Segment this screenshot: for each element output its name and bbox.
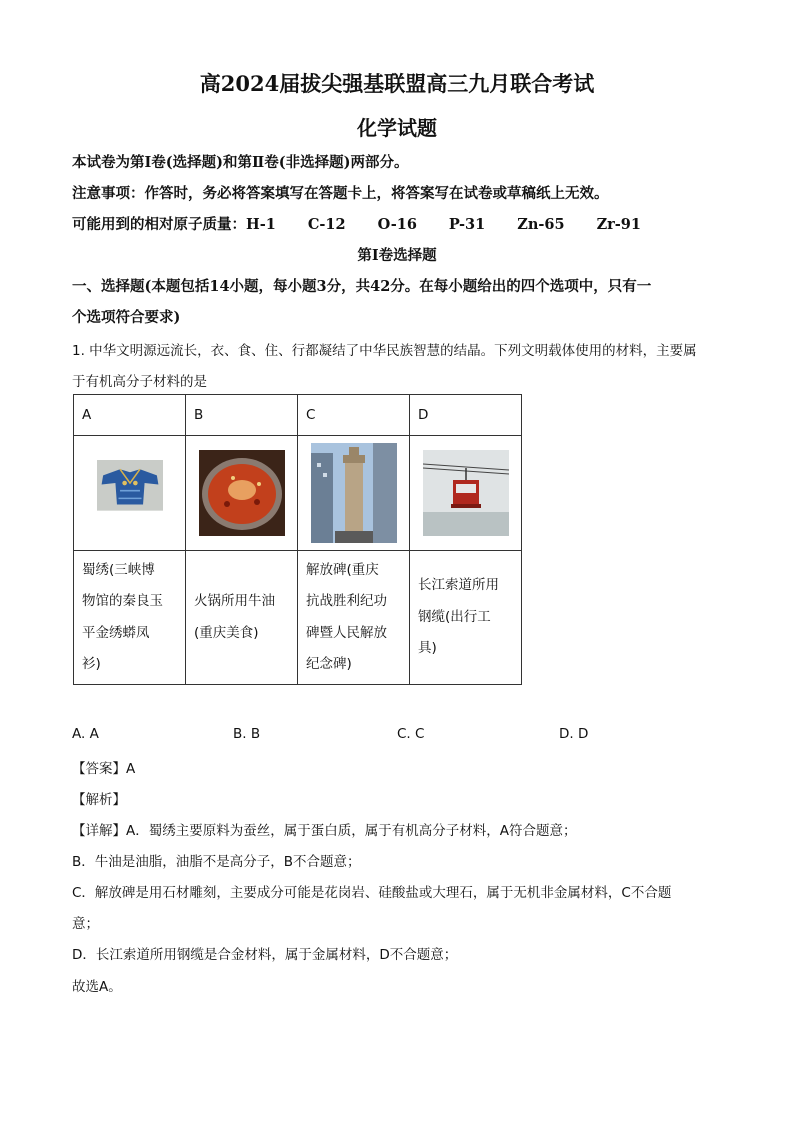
options-table	[73, 394, 522, 685]
header-d: D	[410, 395, 522, 436]
mass-c: C-12	[307, 216, 346, 233]
exam-title: 高2024届拔尖强基联盟高三九月联合考试	[199, 71, 595, 96]
subject-title: 化学试题	[357, 116, 437, 140]
question-stem-1: 1. 中华文明源远流长，衣、食、住、行都凝结了中华民族智慧的结晶。下列文明载体使用的材料，主要属	[72, 343, 697, 359]
question-stem-2: 于有机高分子材料的是	[72, 374, 207, 390]
section-heading: 第Ⅰ卷选择题	[357, 247, 437, 264]
header-c: C	[298, 395, 410, 436]
caption-b: 火锅所用牛油 (重庆美食)	[186, 551, 298, 685]
detail-a: 【详解】A．蜀绣主要原料为蚕丝，属于蛋白质，属于有机高分子材料，A符合题意；	[72, 823, 577, 839]
detail-c-2: 意；	[72, 916, 99, 932]
hotpot-image	[199, 450, 285, 536]
answer-line: 【答案】A	[72, 761, 136, 777]
cable-car-image	[423, 450, 509, 536]
detail-d: D．长江索道所用钢缆是合金材料，属于金属材料，D不合题意；	[72, 947, 458, 963]
option-b[interactable]: B. B	[233, 726, 261, 742]
masses-label: 可能用到的相对原子质量：	[72, 216, 246, 233]
intro-line: 本试卷为第Ⅰ卷(选择题)和第Ⅱ卷(非选择题)两部分。	[72, 154, 409, 171]
atomic-masses-line	[72, 213, 673, 234]
mass-zr: Zr-91	[596, 216, 641, 233]
option-c[interactable]: C. C	[397, 726, 425, 742]
robe-image	[87, 460, 173, 526]
detail-b: B．牛油是油脂，油脂不是高分子，B不合题意；	[72, 854, 361, 870]
section-instructions-1: 一、选择题(本题包括14小题，每小题3分，共42分。在每小题给出的四个选项中，只有一	[72, 278, 652, 295]
monument-image	[311, 443, 397, 543]
detail-c-1: C．解放碑是用石材雕刻，主要成分可能是花岗岩、硅酸盐或大理石，属于无机非金属材料，C不合题	[72, 885, 672, 901]
mass-p: P-31	[448, 216, 486, 233]
analysis-label: 【解析】	[72, 792, 126, 808]
option-a[interactable]: A. A	[72, 726, 99, 742]
caption-c: 解放碑(重庆 抗战胜利纪功 碑暨人民解放 纪念碑)	[298, 551, 410, 685]
caption-d: 长江索道所用 钢缆(出行工 具)	[410, 551, 522, 685]
mass-o: O-16	[377, 216, 417, 233]
option-d[interactable]: D. D	[559, 726, 589, 742]
mass-zn: Zn-65	[517, 216, 565, 233]
section-instructions-2: 个选项符合要求)	[72, 309, 181, 326]
header-b: B	[186, 395, 298, 436]
notice-line: 注意事项：作答时，务必将答案填写在答题卡上，将答案写在试卷或草稿纸上无效。	[72, 185, 609, 202]
mass-h: H-1	[246, 216, 276, 233]
caption-a: 蜀绣(三峡博 物馆的秦良玉 平金绣蟒凤 衫)	[74, 551, 186, 685]
conclusion: 故选A。	[72, 979, 122, 995]
header-a: A	[74, 395, 186, 436]
